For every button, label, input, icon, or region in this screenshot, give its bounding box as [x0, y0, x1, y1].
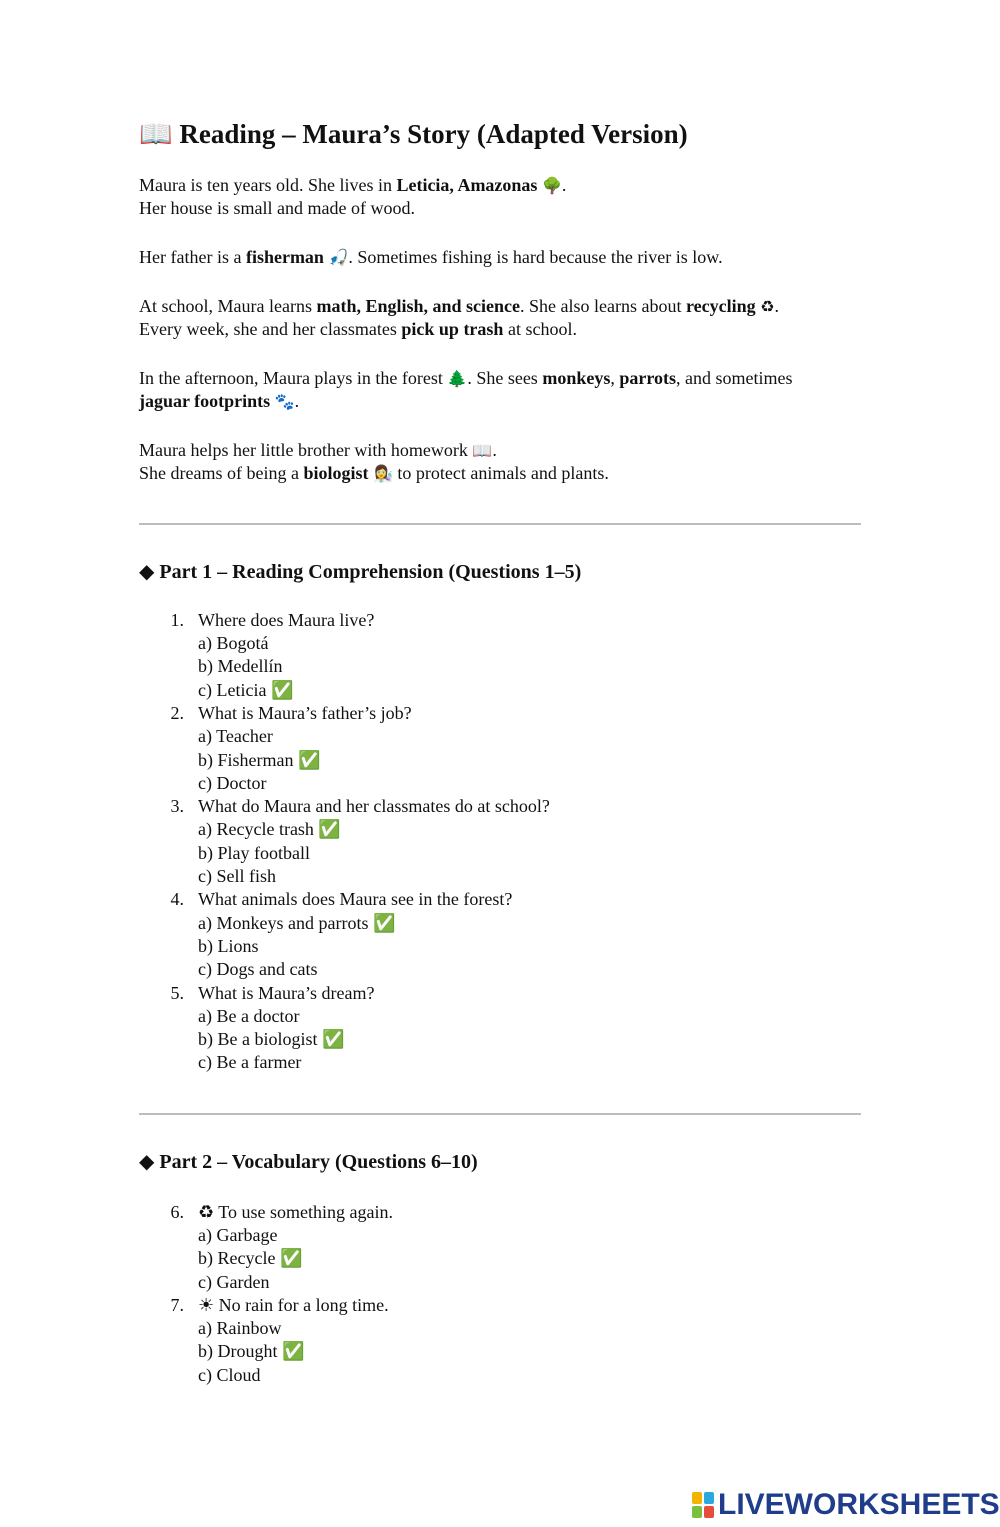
question-item — [139, 1201, 861, 1294]
evergreen-tree-icon: 🌲 — [447, 368, 468, 388]
recycle-icon: ♻ — [760, 296, 775, 316]
question-number: 1. — [170, 609, 184, 630]
question-item — [139, 609, 861, 702]
answer-option[interactable]: c) Be a farmer — [198, 1052, 302, 1073]
question-text: What animals does Maura see in the forest? — [198, 889, 513, 910]
answer-option[interactable]: b) Drought ✅ — [198, 1341, 305, 1362]
question-number: 5. — [170, 982, 184, 1003]
page-title: 📖 Reading – Maura’s Story (Adapted Version) — [139, 119, 688, 149]
question-number: 2. — [170, 702, 184, 723]
question-text: What do Maura and her classmates do at school? — [198, 796, 550, 817]
answer-option[interactable]: a) Teacher — [198, 726, 273, 747]
question-item — [139, 795, 861, 888]
question-text: What is Maura’s dream? — [198, 982, 375, 1003]
answer-option[interactable]: a) Recycle trash ✅ — [198, 819, 341, 840]
question-item — [139, 1294, 861, 1387]
answer-option[interactable]: c) Sell fish — [198, 866, 276, 887]
story-paragraph-5: Maura helps her little brother with homework 📖. She dreams of being a biologist 👩‍🔬 to protect animals and plants. — [139, 439, 609, 483]
answer-option[interactable]: a) Be a doctor — [198, 1005, 300, 1026]
answer-option[interactable]: a) Monkeys and parrots ✅ — [198, 912, 396, 933]
question-text: ☀ No rain for a long time. — [198, 1294, 389, 1315]
answer-option[interactable]: b) Recycle ✅ — [198, 1248, 303, 1269]
question-text: Where does Maura live? — [198, 609, 375, 630]
book-icon: 📖 — [472, 440, 493, 460]
story-paragraph-3: At school, Maura learns math, English, and science. She also learns about recycling ♻. Every week, she and her classmates pick up trash at school. — [139, 295, 779, 339]
section-divider — [139, 1113, 861, 1115]
part1-question-list — [139, 609, 861, 1075]
part2-question-list — [139, 1201, 861, 1387]
liveworksheets-logo — [692, 1488, 1000, 1522]
question-number: 4. — [170, 889, 184, 910]
logo-text: LIVEWORKSHEETS — [718, 1488, 1000, 1521]
part2-heading: ◆ Part 2 – Vocabulary (Questions 6–10) — [139, 1150, 478, 1173]
question-item — [139, 888, 861, 981]
scientist-icon: 👩‍🔬 — [372, 463, 393, 483]
answer-option[interactable]: b) Play football — [198, 842, 310, 863]
question-text: What is Maura’s father’s job? — [198, 702, 412, 723]
story-paragraph-1: Maura is ten years old. She lives in Leticia, Amazonas 🌳. Her house is small and made of wood. — [139, 174, 567, 218]
answer-option[interactable]: b) Fisherman ✅ — [198, 749, 321, 770]
question-number: 6. — [170, 1201, 184, 1222]
part1-heading: ◆ Part 1 – Reading Comprehension (Questions 1–5) — [139, 560, 582, 583]
section-divider — [139, 523, 861, 525]
story-paragraph-2: Her father is a fisherman 🎣. Sometimes fishing is hard because the river is low. — [139, 246, 723, 267]
answer-option[interactable]: c) Cloud — [198, 1364, 261, 1385]
answer-option[interactable]: c) Doctor — [198, 772, 267, 793]
question-number: 7. — [170, 1294, 184, 1315]
answer-option[interactable]: b) Be a biologist ✅ — [198, 1029, 345, 1050]
answer-option[interactable]: a) Rainbow — [198, 1318, 282, 1339]
answer-option[interactable]: c) Dogs and cats — [198, 959, 318, 980]
question-item — [139, 982, 861, 1075]
tree-icon: 🌳 — [541, 175, 562, 195]
story-paragraph-4: In the afternoon, Maura plays in the forest 🌲. She sees monkeys, parrots, and sometimes jaguar footprints 🐾. — [139, 367, 793, 411]
answer-option[interactable]: a) Bogotá — [198, 633, 269, 654]
question-item — [139, 702, 861, 795]
question-number: 3. — [170, 796, 184, 817]
answer-option[interactable]: c) Garden — [198, 1271, 270, 1292]
answer-option[interactable]: b) Lions — [198, 935, 259, 956]
fishing-icon: 🎣 — [328, 247, 349, 267]
paw-prints-icon: 🐾 — [274, 391, 295, 411]
worksheet-page — [139, 118, 861, 1387]
logo-mark-icon — [692, 1492, 714, 1518]
answer-option[interactable]: a) Garbage — [198, 1224, 278, 1245]
answer-option[interactable]: c) Leticia ✅ — [198, 679, 294, 700]
answer-option[interactable]: b) Medellín — [198, 656, 283, 677]
question-text: ♻ To use something again. — [198, 1201, 394, 1222]
